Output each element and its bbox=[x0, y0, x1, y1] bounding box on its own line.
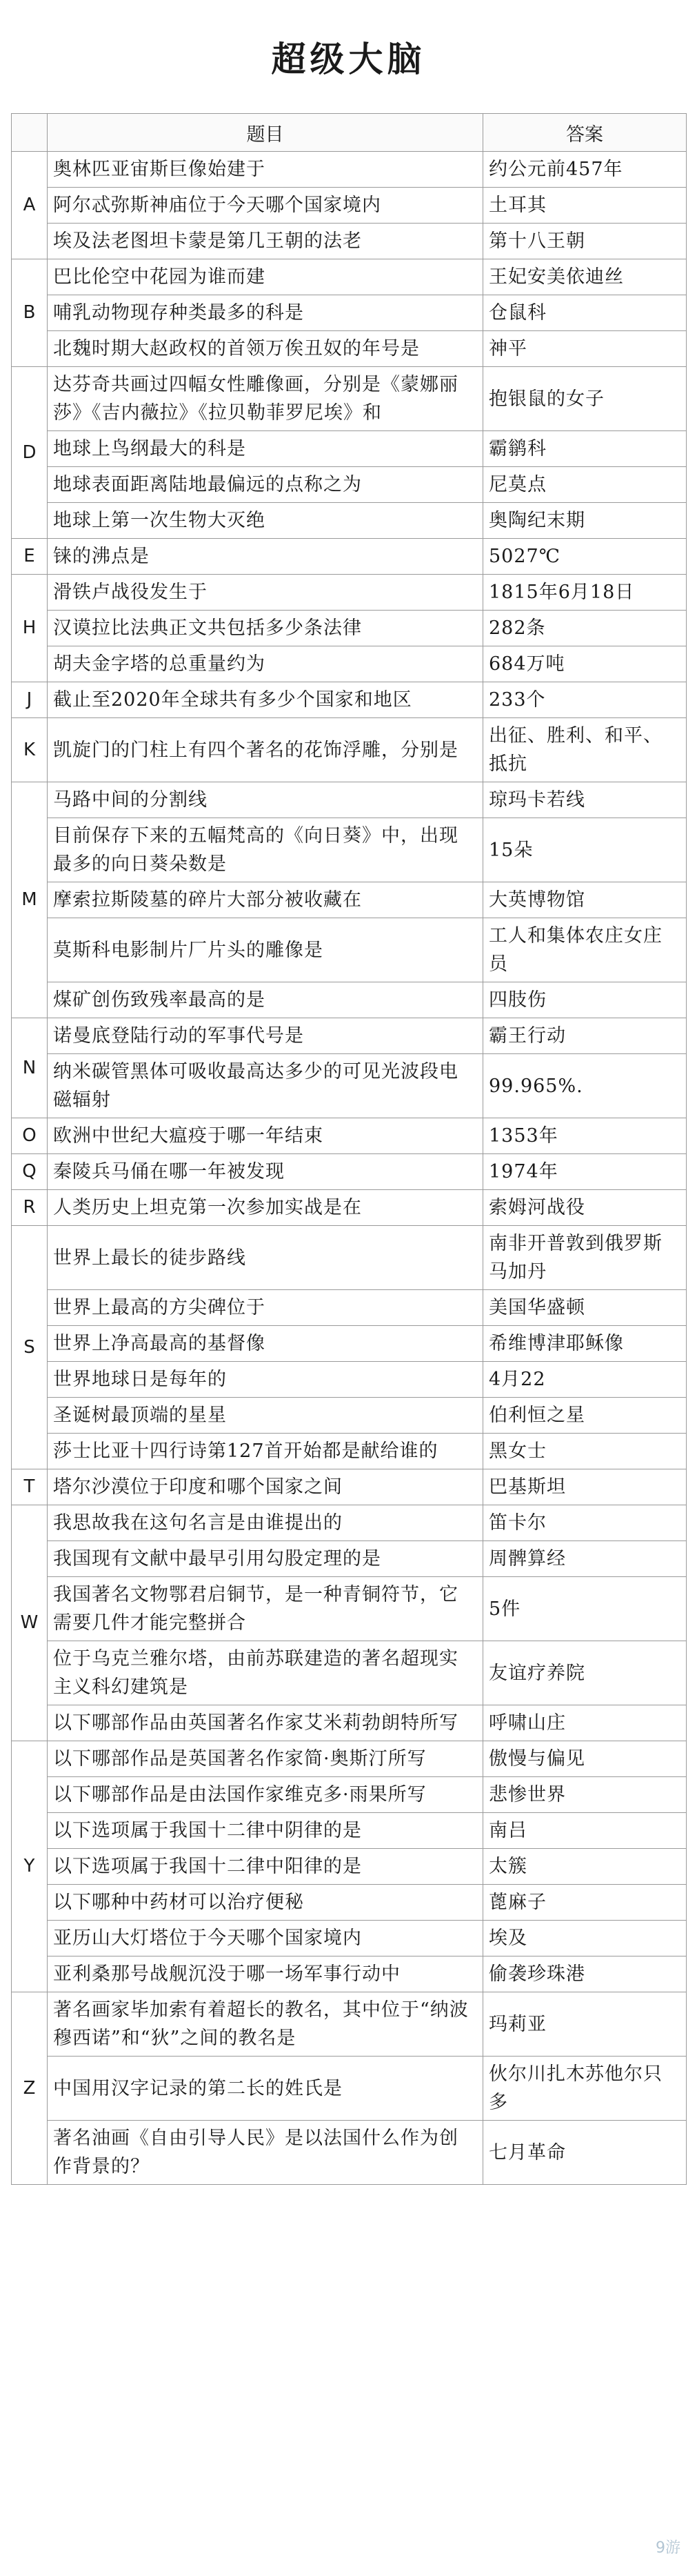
question-cell: 铼的沸点是 bbox=[48, 539, 483, 575]
table-row bbox=[12, 259, 687, 295]
answer-cell: 希维博津耶稣像 bbox=[483, 1326, 687, 1362]
answer-cell: 周髀算经 bbox=[483, 1541, 687, 1577]
answer-cell: 土耳其 bbox=[483, 188, 687, 224]
table-row bbox=[12, 1741, 687, 1777]
answer-cell: 5件 bbox=[483, 1577, 687, 1641]
question-cell: 世界上最长的徒步路线 bbox=[48, 1226, 483, 1290]
table-row bbox=[12, 882, 687, 918]
table-row bbox=[12, 1956, 687, 1992]
table-row bbox=[12, 1469, 687, 1505]
table-row bbox=[12, 982, 687, 1018]
table-row bbox=[12, 367, 687, 431]
table-row bbox=[12, 467, 687, 503]
question-cell: 以下哪部作品由英国著名作家艾米莉勃朗特所写 bbox=[48, 1705, 483, 1741]
header-answer: 答案 bbox=[483, 114, 687, 152]
answer-cell: 蓖麻子 bbox=[483, 1885, 687, 1921]
question-cell: 目前保存下来的五幅梵高的《向日葵》中，出现最多的向日葵朵数是 bbox=[48, 818, 483, 882]
question-cell: 位于乌克兰雅尔塔，由前苏联建造的著名超现实主义科幻建筑是 bbox=[48, 1641, 483, 1705]
table-row bbox=[12, 188, 687, 224]
question-cell: 我国著名文物鄂君启铜节，是一种青铜符节，它需要几件才能完整拼合 bbox=[48, 1577, 483, 1641]
question-cell: 中国用汉字记录的第二长的姓氏是 bbox=[48, 2057, 483, 2121]
answer-cell: 抱银鼠的女子 bbox=[483, 367, 687, 431]
answer-cell: 工人和集体农庄女庄员 bbox=[483, 918, 687, 982]
answer-cell: 偷袭珍珠港 bbox=[483, 1956, 687, 1992]
question-cell: 煤矿创伤致残率最高的是 bbox=[48, 982, 483, 1018]
table-row bbox=[12, 2057, 687, 2121]
question-cell: 埃及法老图坦卡蒙是第几王朝的法老 bbox=[48, 224, 483, 259]
question-cell: 地球表面距离陆地最偏远的点称之为 bbox=[48, 467, 483, 503]
question-cell: 著名油画《自由引导人民》是以法国什么作为创作背景的？ bbox=[48, 2121, 483, 2185]
table-row bbox=[12, 918, 687, 982]
question-cell: 地球上第一次生物大灭绝 bbox=[48, 503, 483, 539]
answer-cell: 伙尔川扎木苏他尔只多 bbox=[483, 2057, 687, 2121]
answer-cell: 99.965%. bbox=[483, 1054, 687, 1118]
table-row bbox=[12, 1362, 687, 1398]
question-cell: 以下哪部作品是英国著名作家简·奥斯汀所写 bbox=[48, 1741, 483, 1777]
index-letter: W bbox=[12, 1505, 48, 1741]
table-row bbox=[12, 1154, 687, 1190]
answer-cell: 684万吨 bbox=[483, 646, 687, 682]
answer-cell: 奥陶纪末期 bbox=[483, 503, 687, 539]
question-cell: 我国现有文献中最早引用勾股定理的是 bbox=[48, 1541, 483, 1577]
answer-cell: 索姆河战役 bbox=[483, 1190, 687, 1226]
table-row bbox=[12, 575, 687, 611]
answer-cell: 仓鼠科 bbox=[483, 295, 687, 331]
index-letter: O bbox=[12, 1118, 48, 1154]
question-cell: 圣诞树最顶端的星星 bbox=[48, 1398, 483, 1434]
table-row bbox=[12, 1813, 687, 1849]
answer-cell: 5027℃ bbox=[483, 539, 687, 575]
question-cell: 阿尔忒弥斯神庙位于今天哪个国家境内 bbox=[48, 188, 483, 224]
index-letter: H bbox=[12, 575, 48, 682]
index-letter: D bbox=[12, 367, 48, 539]
table-row bbox=[12, 295, 687, 331]
index-letter: S bbox=[12, 1226, 48, 1469]
index-letter: B bbox=[12, 259, 48, 367]
answer-cell: 埃及 bbox=[483, 1921, 687, 1956]
index-letter: E bbox=[12, 539, 48, 575]
table-row bbox=[12, 1777, 687, 1813]
question-cell: 摩索拉斯陵墓的碎片大部分被收藏在 bbox=[48, 882, 483, 918]
answer-cell: 七月革命 bbox=[483, 2121, 687, 2185]
index-letter: R bbox=[12, 1190, 48, 1226]
question-cell: 诺曼底登陆行动的军事代号是 bbox=[48, 1018, 483, 1054]
index-letter: K bbox=[12, 718, 48, 782]
answer-cell: 四肢伤 bbox=[483, 982, 687, 1018]
answer-cell: 神平 bbox=[483, 331, 687, 367]
table-row bbox=[12, 782, 687, 818]
answer-cell: 南吕 bbox=[483, 1813, 687, 1849]
table-row bbox=[12, 539, 687, 575]
index-letter: Z bbox=[12, 1992, 48, 2185]
question-cell: 世界上最高的方尖碑位于 bbox=[48, 1290, 483, 1326]
question-cell: 莎士比亚十四行诗第127首开始都是献给谁的 bbox=[48, 1434, 483, 1469]
question-cell: 世界地球日是每年的 bbox=[48, 1362, 483, 1398]
question-cell: 巴比伦空中花园为谁而建 bbox=[48, 259, 483, 295]
table-row bbox=[12, 1849, 687, 1885]
question-cell: 人类历史上坦克第一次参加实战是在 bbox=[48, 1190, 483, 1226]
question-cell: 马路中间的分割线 bbox=[48, 782, 483, 818]
table-row bbox=[12, 646, 687, 682]
question-cell: 地球上鸟纲最大的科是 bbox=[48, 431, 483, 467]
table-row bbox=[12, 224, 687, 259]
table-row bbox=[12, 2121, 687, 2185]
answer-cell: 出征、胜利、和平、抵抗 bbox=[483, 718, 687, 782]
watermark-logo: 9游 bbox=[656, 2539, 680, 2557]
answer-cell: 1815年6月18日 bbox=[483, 575, 687, 611]
question-cell: 哺乳动物现存种类最多的科是 bbox=[48, 295, 483, 331]
index-letter: N bbox=[12, 1018, 48, 1118]
answer-cell: 美国华盛顿 bbox=[483, 1290, 687, 1326]
header-question: 题目 bbox=[48, 114, 483, 152]
table-row bbox=[12, 1705, 687, 1741]
quiz-table bbox=[11, 113, 687, 2185]
table-row bbox=[12, 1505, 687, 1541]
index-letter: T bbox=[12, 1469, 48, 1505]
answer-cell: 尼莫点 bbox=[483, 467, 687, 503]
index-letter: A bbox=[12, 152, 48, 259]
table-row bbox=[12, 1992, 687, 2057]
answer-cell: 大英博物馆 bbox=[483, 882, 687, 918]
question-cell: 纳米碳管黑体可吸收最高达多少的可见光波段电磁辐射 bbox=[48, 1054, 483, 1118]
question-cell: 世界上净高最高的基督像 bbox=[48, 1326, 483, 1362]
question-cell: 欧洲中世纪大瘟疫于哪一年结束 bbox=[48, 1118, 483, 1154]
table-row bbox=[12, 503, 687, 539]
question-cell: 著名画家毕加索有着超长的教名，其中位于“纳波穆西诺”和“狄”之间的教名是 bbox=[48, 1992, 483, 2057]
question-cell: 我思故我在这句名言是由谁提出的 bbox=[48, 1505, 483, 1541]
table-row bbox=[12, 152, 687, 188]
answer-cell: 巴基斯坦 bbox=[483, 1469, 687, 1505]
table-body bbox=[12, 152, 687, 2185]
table-row bbox=[12, 1018, 687, 1054]
answer-cell: 霸鹟科 bbox=[483, 431, 687, 467]
answer-cell: 悲惨世界 bbox=[483, 1777, 687, 1813]
answer-cell: 15朵 bbox=[483, 818, 687, 882]
index-letter: M bbox=[12, 782, 48, 1018]
answer-cell: 约公元前457年 bbox=[483, 152, 687, 188]
question-cell: 达芬奇共画过四幅女性雕像画，分别是《蒙娜丽莎》《吉内薇拉》《拉贝勒菲罗尼埃》和 bbox=[48, 367, 483, 431]
table-row bbox=[12, 818, 687, 882]
answer-cell: 南非开普敦到俄罗斯马加丹 bbox=[483, 1226, 687, 1290]
answer-cell: 琼玛卡若线 bbox=[483, 782, 687, 818]
table-row bbox=[12, 1118, 687, 1154]
question-cell: 莫斯科电影制片厂片头的雕像是 bbox=[48, 918, 483, 982]
answer-cell: 1974年 bbox=[483, 1154, 687, 1190]
question-cell: 以下哪部作品是由法国作家维克多·雨果所写 bbox=[48, 1777, 483, 1813]
question-cell: 截止至2020年全球共有多少个国家和地区 bbox=[48, 682, 483, 718]
answer-cell: 282条 bbox=[483, 611, 687, 646]
header-letter bbox=[12, 114, 48, 152]
question-cell: 以下选项属于我国十二律中阳律的是 bbox=[48, 1849, 483, 1885]
answer-cell: 霸王行动 bbox=[483, 1018, 687, 1054]
question-cell: 凯旋门的门柱上有四个著名的花饰浮雕，分别是 bbox=[48, 718, 483, 782]
table-row bbox=[12, 1641, 687, 1705]
table-row bbox=[12, 1577, 687, 1641]
answer-cell: 1353年 bbox=[483, 1118, 687, 1154]
answer-cell: 呼啸山庄 bbox=[483, 1705, 687, 1741]
index-letter: J bbox=[12, 682, 48, 718]
table-row bbox=[12, 1885, 687, 1921]
question-cell: 以下选项属于我国十二律中阴律的是 bbox=[48, 1813, 483, 1849]
table-row bbox=[12, 1541, 687, 1577]
table-row bbox=[12, 1326, 687, 1362]
table-row bbox=[12, 718, 687, 782]
table-row bbox=[12, 1190, 687, 1226]
table-row bbox=[12, 331, 687, 367]
answer-cell: 4月22 bbox=[483, 1362, 687, 1398]
answer-cell: 笛卡尔 bbox=[483, 1505, 687, 1541]
answer-cell: 王妃安美依迪丝 bbox=[483, 259, 687, 295]
answer-cell: 玛莉亚 bbox=[483, 1992, 687, 2057]
question-cell: 汉谟拉比法典正文共包括多少条法律 bbox=[48, 611, 483, 646]
table-row bbox=[12, 682, 687, 718]
answer-cell: 太簇 bbox=[483, 1849, 687, 1885]
answer-cell: 233个 bbox=[483, 682, 687, 718]
question-cell: 奥林匹亚宙斯巨像始建于 bbox=[48, 152, 483, 188]
table-row bbox=[12, 1226, 687, 1290]
table-row bbox=[12, 1054, 687, 1118]
answer-cell: 傲慢与偏见 bbox=[483, 1741, 687, 1777]
table-row bbox=[12, 431, 687, 467]
question-cell: 胡夫金字塔的总重量约为 bbox=[48, 646, 483, 682]
question-cell: 塔尔沙漠位于印度和哪个国家之间 bbox=[48, 1469, 483, 1505]
question-cell: 秦陵兵马俑在哪一年被发现 bbox=[48, 1154, 483, 1190]
question-cell: 亚历山大灯塔位于今天哪个国家境内 bbox=[48, 1921, 483, 1956]
page-title: 超级大脑 bbox=[271, 39, 426, 79]
index-letter: Q bbox=[12, 1154, 48, 1190]
table-row bbox=[12, 1434, 687, 1469]
question-cell: 北魏时期大赵政权的首领万俟丑奴的年号是 bbox=[48, 331, 483, 367]
table-row bbox=[12, 1290, 687, 1326]
table-header-row bbox=[12, 114, 687, 152]
table-row bbox=[12, 1398, 687, 1434]
answer-cell: 伯利恒之星 bbox=[483, 1398, 687, 1434]
question-cell: 滑铁卢战役发生于 bbox=[48, 575, 483, 611]
question-cell: 亚利桑那号战舰沉没于哪一场军事行动中 bbox=[48, 1956, 483, 1992]
question-cell: 以下哪种中药材可以治疗便秘 bbox=[48, 1885, 483, 1921]
index-letter: Y bbox=[12, 1741, 48, 1992]
answer-cell: 黑女士 bbox=[483, 1434, 687, 1469]
answer-cell: 第十八王朝 bbox=[483, 224, 687, 259]
table-row bbox=[12, 611, 687, 646]
table-row bbox=[12, 1921, 687, 1956]
answer-cell: 友谊疗养院 bbox=[483, 1641, 687, 1705]
